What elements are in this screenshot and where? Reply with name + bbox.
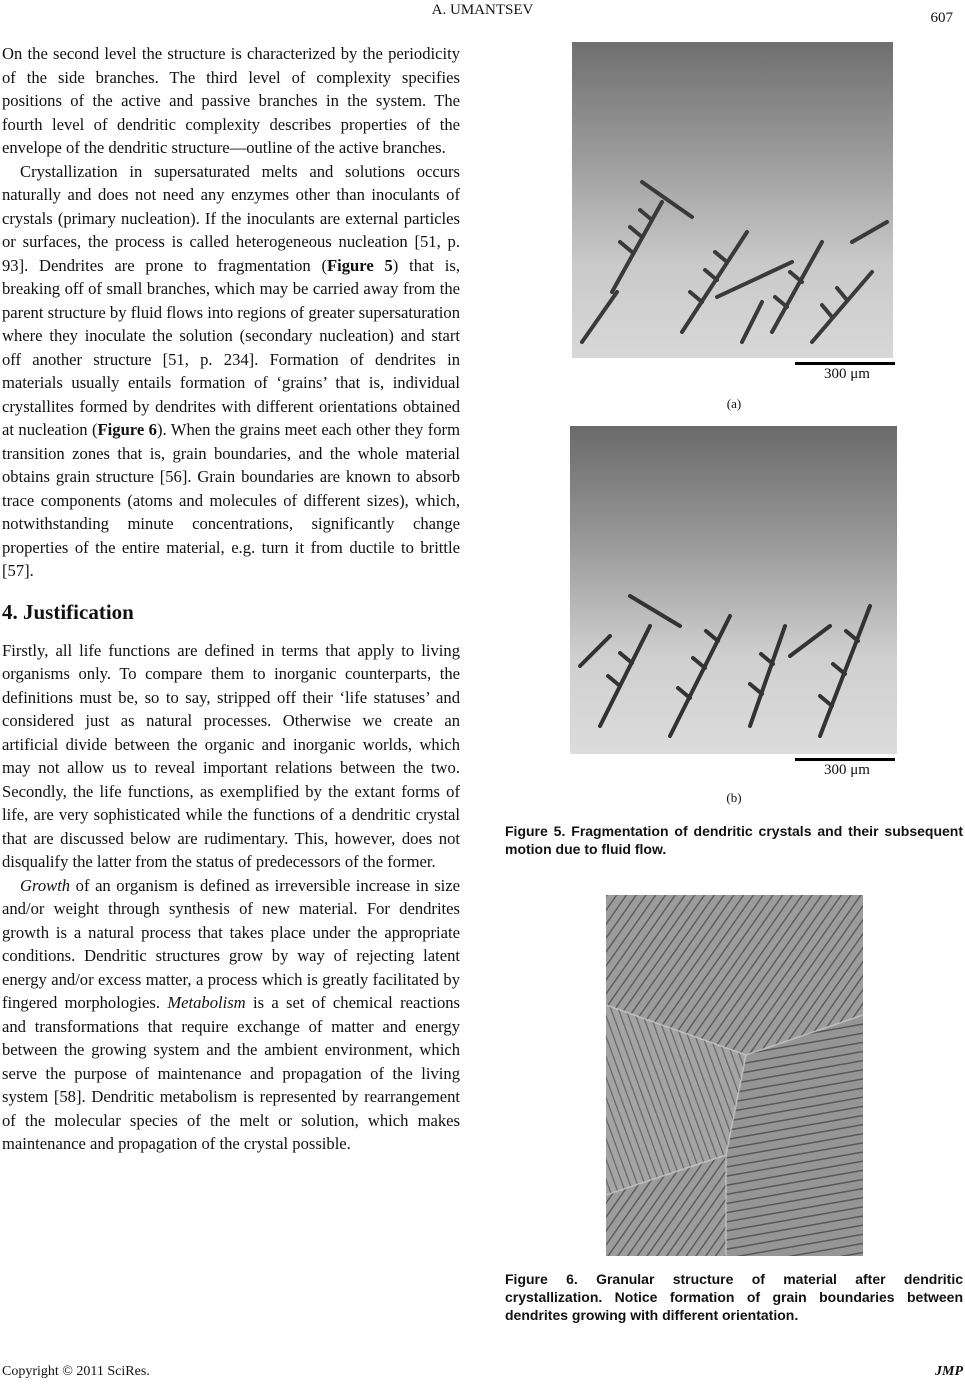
running-head: A. UMANTSEV	[431, 2, 534, 18]
text-run: ). When the grains meet each other they form transition zones that is, grain boundaries, and the whole material obtains grain structure [56]. Grain boundaries are known to absorb trace components (atoms and molecules of different sizes), which, notwithstanding minute concentrations, significantly change properties of the entire material, e.g. turn it from ductile to brittle [57].	[2, 420, 460, 580]
figure-5b-label: (b)	[726, 790, 742, 805]
figure-5a-micrograph	[572, 42, 893, 358]
body-column-left	[2, 42, 460, 1156]
figure-5-caption: Figure 5. Fragmentation of dendritic crystals and their subsequent motion due to fluid flow.	[505, 823, 963, 857]
figure-5a-label: (a)	[726, 396, 742, 411]
text-run: is a set of chemical reactions and transformations that require exchange of matter and energy between the growing system and the ambient environment, which serve the purpose of maintenance and propagation of the living system [58]. Dendritic metabolism is represented by rearrangement of the molecular species of the melt or solution, which makes maintenance and propagation of the crystal possible.	[2, 993, 460, 1153]
figure-5a-scale-label: 300 μm	[824, 366, 870, 382]
text-run: Crystallization in supersaturated melts and solutions occurs naturally and does not need any enzymes other than inoculants of crystals (primary nucleation). If the inoculants are external particles or surfaces, the process is called heterogeneous nucleation [51, p. 93]. Dendrites are prone to fragmentation (	[2, 161, 460, 275]
page-number: 607	[930, 10, 953, 26]
section-heading: 4. Justification	[2, 599, 134, 624]
figure-5-reference: Figure 5	[327, 255, 393, 275]
text-run: ) that is, breaking off of small branches, which may be carried away from the parent structure by fluid flows into regions of greater supersaturation where they inoculate the solution (secondary nucleation) and start off another structure [51, p. 234]. Formation of dendrites in materials usually entails formation of ‘grains’ that is, individual crystallites formed by dendrites with different orientations obtained at nucleation (	[2, 255, 460, 439]
figure-5b-scale-bar	[795, 758, 895, 761]
paragraph-life-functions: Firstly, all life functions are defined in terms that apply to living organisms only. To compare them to inorganic counterparts, the definitions must be, so to say, stripped off their ‘life statuses’ and considered just as natural processes. Otherwise we create an artificial divide between the organic and inorganic worlds, which may not allow us to reveal important relations between the two. Secondly, the life functions, as exemplified by the extant forms of life, are very sophisticated while the functions of a dendritic crystal that are discussed below are rudimentary. This, however, does not disqualify the latter from the status of predecessors of the former.	[2, 640, 460, 871]
paragraph-growth	[2, 874, 460, 1156]
text-run: of an organism is defined as irreversible increase in size and/or weight through synthesis of new material. For dendrites growth is a natural process that takes place under the appropriate conditions. Dendritic structures grow by way of rejecting latent energy and/or excess matter, a process which is greatly facilitated by fingered morphologies.	[2, 875, 460, 1012]
term-growth: Growth	[20, 875, 71, 895]
figure-6-micrograph	[606, 895, 863, 1256]
figure-5b-micrograph	[570, 426, 897, 754]
figure-5b-scale-label: 300 μm	[824, 762, 870, 778]
figure-6-reference: Figure 6	[97, 420, 157, 439]
journal-abbreviation: JMP	[935, 1364, 963, 1379]
page-header	[0, 2, 965, 24]
term-metabolism: Metabolism	[167, 993, 246, 1012]
figure-6-caption: Figure 6. Granular structure of material after dendritic crystallization. Notice formation of grain boundaries between dendrites growing with different orientation.	[505, 1271, 963, 1323]
paragraph-levels: On the second level the structure is characterized by the periodicity of the side branches. The third level of complexity specifies positions of the active and passive branches in the system. The fourth level of dendritic complexity describes properties of the envelope of the dendritic structure—outline of the active branches.	[2, 44, 460, 157]
figure-5a-scale-bar	[795, 362, 895, 365]
copyright-notice: Copyright © 2011 SciRes.	[2, 1364, 150, 1379]
paragraph-crystallization	[2, 160, 460, 583]
